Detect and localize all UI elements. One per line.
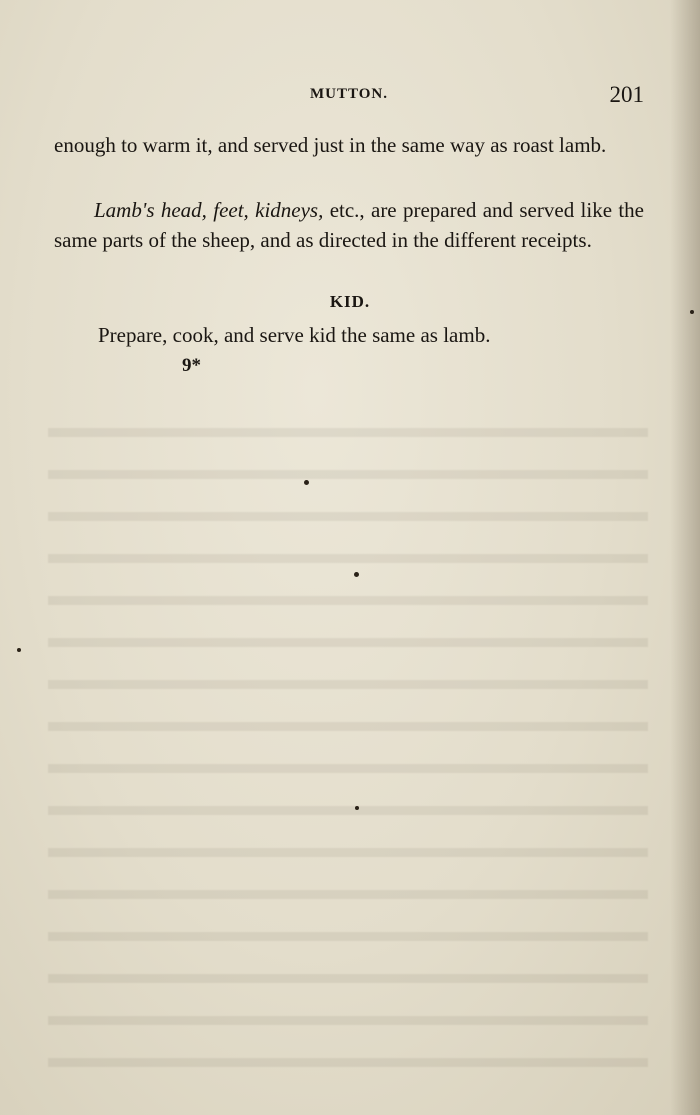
paragraph-2: [54, 195, 644, 255]
page-number: 201: [609, 82, 644, 107]
running-title: MUTTON.: [310, 86, 388, 102]
ink-speck: [355, 806, 359, 810]
paragraph-2-italic-lead: Lamb's head, feet, kidneys,: [94, 198, 324, 222]
section-heading-kid: KID.: [329, 292, 371, 311]
ink-speck: [304, 480, 309, 485]
paragraph-2-rest: etc., are prepared and served like the same parts of the sheep, and as directed in the different receipts.: [54, 198, 644, 252]
show-through-texture: [48, 395, 648, 1095]
ink-speck: [690, 310, 694, 314]
running-head: [0, 82, 700, 112]
paragraph-1: enough to warm it, and served just in the same way as roast lamb.: [54, 133, 607, 157]
ink-speck: [354, 572, 359, 577]
signature-mark: 9*: [182, 355, 201, 376]
page-edge-shadow: [670, 0, 700, 1115]
kid-paragraph: Prepare, cook, and serve kid the same as lamb.: [98, 323, 491, 347]
ink-speck: [17, 648, 21, 652]
